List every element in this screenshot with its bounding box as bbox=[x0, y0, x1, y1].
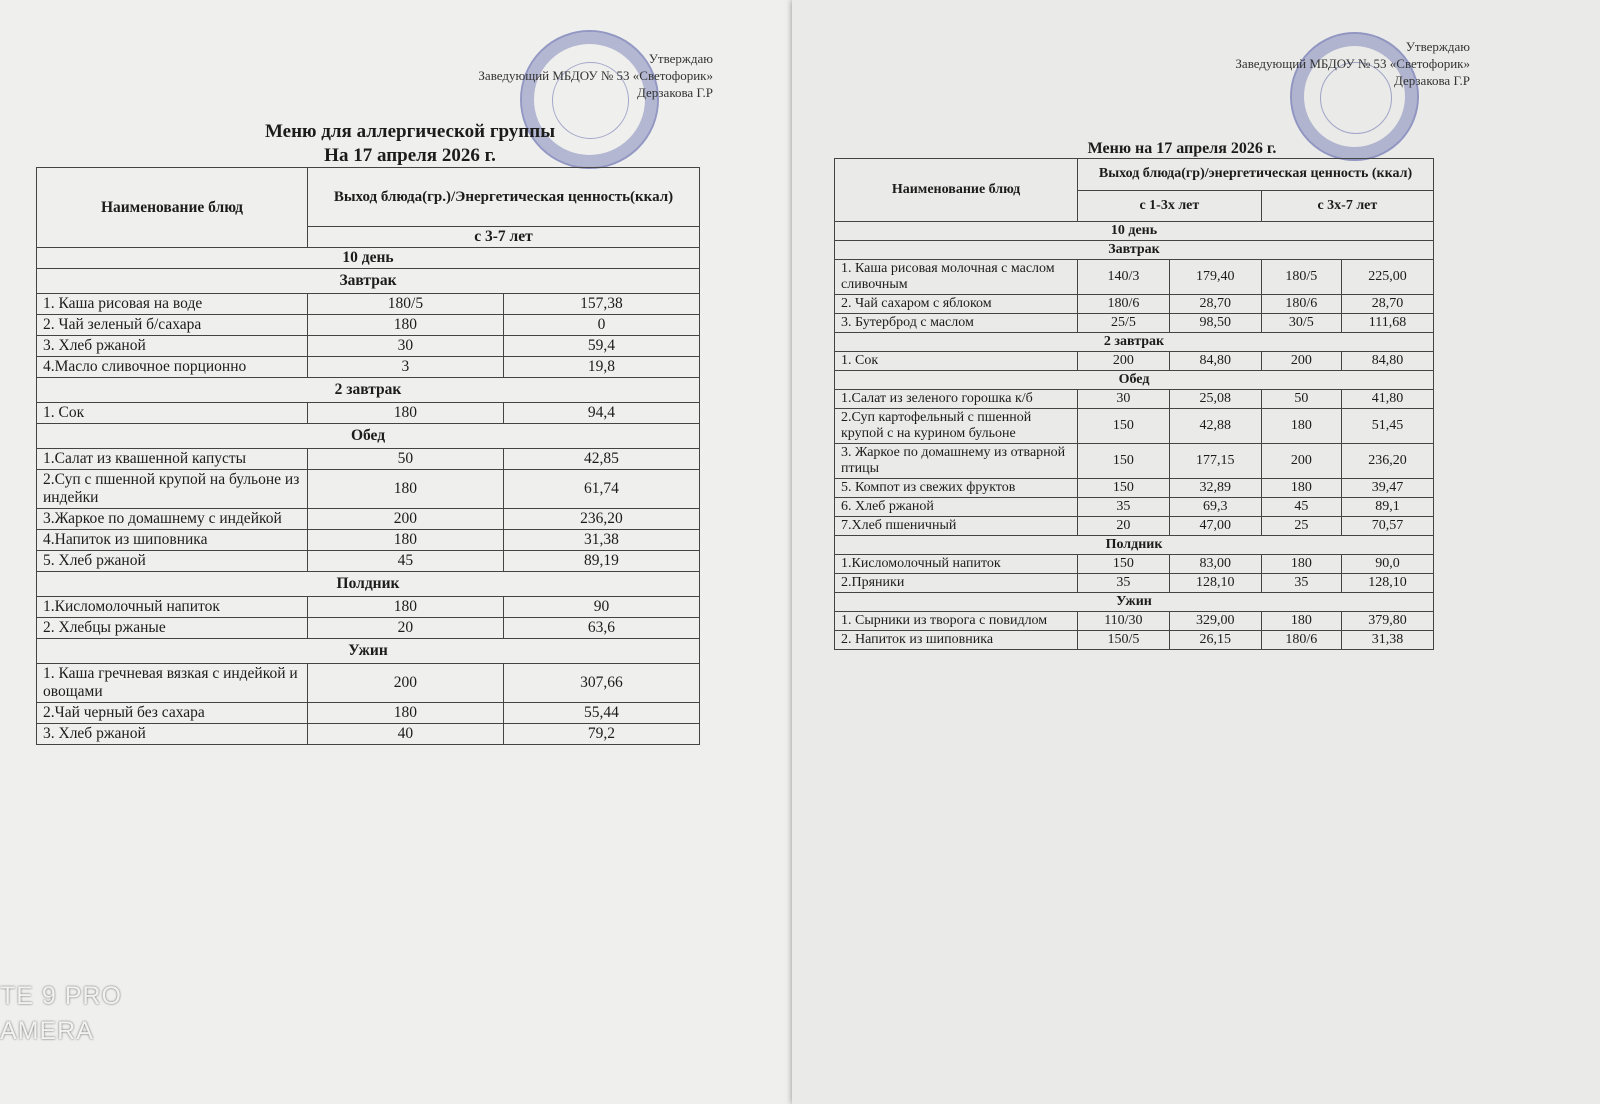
portion-weight: 200 bbox=[307, 509, 503, 530]
table-row bbox=[37, 597, 700, 618]
table-row bbox=[835, 479, 1434, 498]
energy-value-3-7: 84,80 bbox=[1341, 352, 1433, 371]
energy-value-1-3: 42,88 bbox=[1169, 409, 1261, 444]
portion-weight-1-3: 30 bbox=[1078, 390, 1170, 409]
column-header-name: Наименование блюд bbox=[37, 168, 308, 248]
portion-weight-3-7: 180 bbox=[1261, 409, 1341, 444]
portion-weight-3-7: 25 bbox=[1261, 517, 1341, 536]
approval-line: Утверждаю bbox=[1405, 39, 1470, 54]
dish-name: 7.Хлеб пшеничный bbox=[835, 517, 1078, 536]
dish-name: 2. Чай сахаром с яблоком bbox=[835, 295, 1078, 314]
portion-weight-1-3: 180/6 bbox=[1078, 295, 1170, 314]
meal-section-title: Полдник bbox=[835, 536, 1434, 555]
age-group-header: с 3х-7 лет bbox=[1261, 190, 1433, 222]
energy-value: 59,4 bbox=[503, 336, 699, 357]
portion-weight-1-3: 35 bbox=[1078, 498, 1170, 517]
energy-value-1-3: 28,70 bbox=[1169, 295, 1261, 314]
table-row bbox=[37, 315, 700, 336]
camera-watermark bbox=[0, 982, 122, 1046]
portion-weight: 20 bbox=[307, 618, 503, 639]
energy-value-3-7: 31,38 bbox=[1341, 631, 1433, 650]
portion-weight-3-7: 180 bbox=[1261, 612, 1341, 631]
energy-value-1-3: 177,15 bbox=[1169, 444, 1261, 479]
table-row bbox=[835, 390, 1434, 409]
dish-name: 1. Сок bbox=[37, 403, 308, 424]
energy-value-1-3: 84,80 bbox=[1169, 352, 1261, 371]
portion-weight-3-7: 35 bbox=[1261, 574, 1341, 593]
dish-name: 2.Суп картофельный с пшенной крупой с на курином бульоне bbox=[835, 409, 1078, 444]
approval-block bbox=[478, 50, 713, 101]
dish-name: 5. Компот из свежих фруктов bbox=[835, 479, 1078, 498]
day-label: 10 день bbox=[37, 248, 700, 269]
dish-name: 2.Пряники bbox=[835, 574, 1078, 593]
dish-name: 5. Хлеб ржаной bbox=[37, 551, 308, 572]
energy-value-3-7: 90,0 bbox=[1341, 555, 1433, 574]
dish-name: 1.Кисломолочный напиток bbox=[37, 597, 308, 618]
table-row bbox=[37, 618, 700, 639]
menu-table bbox=[834, 158, 1434, 650]
dish-name: 2. Напиток из шиповника bbox=[835, 631, 1078, 650]
table-row bbox=[37, 664, 700, 703]
dish-name: 1. Сок bbox=[835, 352, 1078, 371]
energy-value-1-3: 179,40 bbox=[1169, 260, 1261, 295]
energy-value-1-3: 26,15 bbox=[1169, 631, 1261, 650]
table-row bbox=[37, 357, 700, 378]
portion-weight: 180 bbox=[307, 703, 503, 724]
meal-section-row bbox=[835, 333, 1434, 352]
portion-weight-3-7: 180/5 bbox=[1261, 260, 1341, 295]
energy-value: 42,85 bbox=[503, 449, 699, 470]
column-header-name: Наименование блюд bbox=[835, 159, 1078, 222]
energy-value-1-3: 98,50 bbox=[1169, 314, 1261, 333]
table-row bbox=[37, 294, 700, 315]
approval-block bbox=[1235, 38, 1470, 89]
table-row bbox=[37, 509, 700, 530]
energy-value: 19,8 bbox=[503, 357, 699, 378]
energy-value: 307,66 bbox=[503, 664, 699, 703]
dish-name: 3. Жаркое по домашнему из отварной птицы bbox=[835, 444, 1078, 479]
watermark-line: TE 9 PRO bbox=[0, 982, 122, 1010]
right-menu-sheet bbox=[792, 0, 1600, 1104]
portion-weight: 30 bbox=[307, 336, 503, 357]
table-row bbox=[37, 551, 700, 572]
meal-section-title: 2 завтрак bbox=[835, 333, 1434, 352]
table-row bbox=[835, 555, 1434, 574]
table-row bbox=[835, 498, 1434, 517]
table-row bbox=[835, 612, 1434, 631]
portion-weight-1-3: 150 bbox=[1078, 444, 1170, 479]
portion-weight: 200 bbox=[307, 664, 503, 703]
portion-weight-1-3: 35 bbox=[1078, 574, 1170, 593]
energy-value-3-7: 225,00 bbox=[1341, 260, 1433, 295]
table-header-row bbox=[37, 168, 700, 227]
table-header-row bbox=[835, 159, 1434, 191]
dish-name: 3. Хлеб ржаной bbox=[37, 724, 308, 745]
approval-line: Дерзакова Г.Р bbox=[636, 85, 713, 100]
dish-name: 6. Хлеб ржаной bbox=[835, 498, 1078, 517]
portion-weight-3-7: 180/6 bbox=[1261, 631, 1341, 650]
meal-section-row bbox=[835, 536, 1434, 555]
energy-value-1-3: 128,10 bbox=[1169, 574, 1261, 593]
meal-section-title: Обед bbox=[835, 371, 1434, 390]
dish-name: 4.Масло сливочное порционно bbox=[37, 357, 308, 378]
portion-weight: 180 bbox=[307, 315, 503, 336]
dish-name: 3.Жаркое по домашнему с индейкой bbox=[37, 509, 308, 530]
table-row bbox=[835, 260, 1434, 295]
portion-weight-3-7: 180 bbox=[1261, 555, 1341, 574]
dish-name: 1. Сырники из творога с повидлом bbox=[835, 612, 1078, 631]
portion-weight: 3 bbox=[307, 357, 503, 378]
meal-section-row bbox=[37, 424, 700, 449]
portion-weight-3-7: 200 bbox=[1261, 444, 1341, 479]
energy-value: 90 bbox=[503, 597, 699, 618]
energy-value-3-7: 39,47 bbox=[1341, 479, 1433, 498]
day-label: 10 день bbox=[835, 222, 1434, 241]
portion-weight-1-3: 20 bbox=[1078, 517, 1170, 536]
meal-section-title: Полдник bbox=[37, 572, 700, 597]
page-title bbox=[180, 120, 640, 168]
approval-line: Утверждаю bbox=[648, 51, 713, 66]
energy-value-3-7: 111,68 bbox=[1341, 314, 1433, 333]
dish-name: 1.Салат из квашенной капусты bbox=[37, 449, 308, 470]
portion-weight-3-7: 30/5 bbox=[1261, 314, 1341, 333]
portion-weight-1-3: 150 bbox=[1078, 555, 1170, 574]
table-row bbox=[835, 352, 1434, 371]
portion-weight: 180/5 bbox=[307, 294, 503, 315]
energy-value: 236,20 bbox=[503, 509, 699, 530]
meal-section-title: Завтрак bbox=[37, 269, 700, 294]
column-header-output: Выход блюда(гр.)/Энергетическая ценность(ккал) bbox=[307, 168, 699, 227]
dish-name: 2.Суп с пшенной крупой на бульоне из индейки bbox=[37, 470, 308, 509]
energy-value-3-7: 70,57 bbox=[1341, 517, 1433, 536]
dish-name: 1. Каша рисовая на воде bbox=[37, 294, 308, 315]
approval-line: Заведующий МБДОУ № 53 «Светофорик» bbox=[1235, 56, 1470, 71]
energy-value-1-3: 83,00 bbox=[1169, 555, 1261, 574]
energy-value: 55,44 bbox=[503, 703, 699, 724]
table-row bbox=[835, 631, 1434, 650]
energy-value: 61,74 bbox=[503, 470, 699, 509]
energy-value: 31,38 bbox=[503, 530, 699, 551]
meal-section-title: Ужин bbox=[835, 593, 1434, 612]
portion-weight: 45 bbox=[307, 551, 503, 572]
day-row bbox=[37, 248, 700, 269]
column-header-output: Выход блюда(гр)/энергетическая ценность (ккал) bbox=[1078, 159, 1434, 191]
table-row bbox=[835, 314, 1434, 333]
energy-value-3-7: 28,70 bbox=[1341, 295, 1433, 314]
table-row bbox=[835, 409, 1434, 444]
table-row bbox=[835, 295, 1434, 314]
age-group-header: с 3-7 лет bbox=[307, 227, 699, 248]
day-row bbox=[835, 222, 1434, 241]
table-row bbox=[37, 336, 700, 357]
dish-name: 2. Чай зеленый б/сахара bbox=[37, 315, 308, 336]
portion-weight-1-3: 200 bbox=[1078, 352, 1170, 371]
dish-name: 3. Хлеб ржаной bbox=[37, 336, 308, 357]
table-row bbox=[37, 530, 700, 551]
watermark-line: AMERA bbox=[0, 1017, 94, 1045]
meal-section-row bbox=[37, 572, 700, 597]
table-row bbox=[37, 703, 700, 724]
portion-weight: 180 bbox=[307, 597, 503, 618]
energy-value-1-3: 32,89 bbox=[1169, 479, 1261, 498]
portion-weight-1-3: 150 bbox=[1078, 479, 1170, 498]
portion-weight: 180 bbox=[307, 470, 503, 509]
menu-table bbox=[36, 167, 700, 745]
table-row bbox=[37, 449, 700, 470]
dish-name: 1.Салат из зеленого горошка к/б bbox=[835, 390, 1078, 409]
dish-name: 1. Каша рисовая молочная с маслом сливочным bbox=[835, 260, 1078, 295]
portion-weight-1-3: 140/3 bbox=[1078, 260, 1170, 295]
table-row bbox=[37, 470, 700, 509]
portion-weight: 180 bbox=[307, 530, 503, 551]
meal-section-row bbox=[37, 639, 700, 664]
portion-weight-3-7: 180/6 bbox=[1261, 295, 1341, 314]
title-line: На 17 апреля 2026 г. bbox=[324, 145, 496, 166]
energy-value-1-3: 69,3 bbox=[1169, 498, 1261, 517]
energy-value-3-7: 128,10 bbox=[1341, 574, 1433, 593]
title-line: Меню для аллергической группы bbox=[264, 121, 556, 142]
dish-name: 2.Чай черный без сахара bbox=[37, 703, 308, 724]
table-row bbox=[835, 574, 1434, 593]
energy-value: 0 bbox=[503, 315, 699, 336]
energy-value: 89,19 bbox=[503, 551, 699, 572]
portion-weight: 40 bbox=[307, 724, 503, 745]
meal-section-title: Ужин bbox=[37, 639, 700, 664]
meal-section-title: 2 завтрак bbox=[37, 378, 700, 403]
dish-name: 1. Каша гречневая вязкая с индейкой и овощами bbox=[37, 664, 308, 703]
table-row bbox=[37, 403, 700, 424]
energy-value-3-7: 41,80 bbox=[1341, 390, 1433, 409]
meal-section-row bbox=[37, 378, 700, 403]
dish-name: 1.Кисломолочный напиток bbox=[835, 555, 1078, 574]
energy-value-3-7: 51,45 bbox=[1341, 409, 1433, 444]
meal-section-row bbox=[835, 593, 1434, 612]
portion-weight-1-3: 25/5 bbox=[1078, 314, 1170, 333]
portion-weight-3-7: 50 bbox=[1261, 390, 1341, 409]
meal-section-row bbox=[37, 269, 700, 294]
meal-section-row bbox=[835, 371, 1434, 390]
meal-section-title: Завтрак bbox=[835, 241, 1434, 260]
left-menu-sheet bbox=[0, 0, 795, 1104]
table-row bbox=[835, 517, 1434, 536]
portion-weight-1-3: 110/30 bbox=[1078, 612, 1170, 631]
energy-value-3-7: 379,80 bbox=[1341, 612, 1433, 631]
table-row bbox=[835, 444, 1434, 479]
energy-value-3-7: 236,20 bbox=[1341, 444, 1433, 479]
energy-value: 63,6 bbox=[503, 618, 699, 639]
approval-line: Заведующий МБДОУ № 53 «Светофорик» bbox=[478, 68, 713, 83]
portion-weight: 50 bbox=[307, 449, 503, 470]
dish-name: 3. Бутерброд с маслом bbox=[835, 314, 1078, 333]
portion-weight-3-7: 200 bbox=[1261, 352, 1341, 371]
portion-weight-3-7: 45 bbox=[1261, 498, 1341, 517]
meal-section-row bbox=[835, 241, 1434, 260]
portion-weight-1-3: 150/5 bbox=[1078, 631, 1170, 650]
energy-value: 157,38 bbox=[503, 294, 699, 315]
energy-value: 79,2 bbox=[503, 724, 699, 745]
meal-section-title: Обед bbox=[37, 424, 700, 449]
approval-line: Дерзакова Г.Р bbox=[1393, 73, 1470, 88]
table-row bbox=[37, 724, 700, 745]
age-group-header: с 1-3х лет bbox=[1078, 190, 1262, 222]
portion-weight: 180 bbox=[307, 403, 503, 424]
energy-value-3-7: 89,1 bbox=[1341, 498, 1433, 517]
page-title: Меню на 17 апреля 2026 г. bbox=[1087, 140, 1277, 157]
energy-value: 94,4 bbox=[503, 403, 699, 424]
portion-weight-3-7: 180 bbox=[1261, 479, 1341, 498]
energy-value-1-3: 329,00 bbox=[1169, 612, 1261, 631]
energy-value-1-3: 25,08 bbox=[1169, 390, 1261, 409]
dish-name: 2. Хлебцы ржаные bbox=[37, 618, 308, 639]
dish-name: 4.Напиток из шиповника bbox=[37, 530, 308, 551]
energy-value-1-3: 47,00 bbox=[1169, 517, 1261, 536]
portion-weight-1-3: 150 bbox=[1078, 409, 1170, 444]
